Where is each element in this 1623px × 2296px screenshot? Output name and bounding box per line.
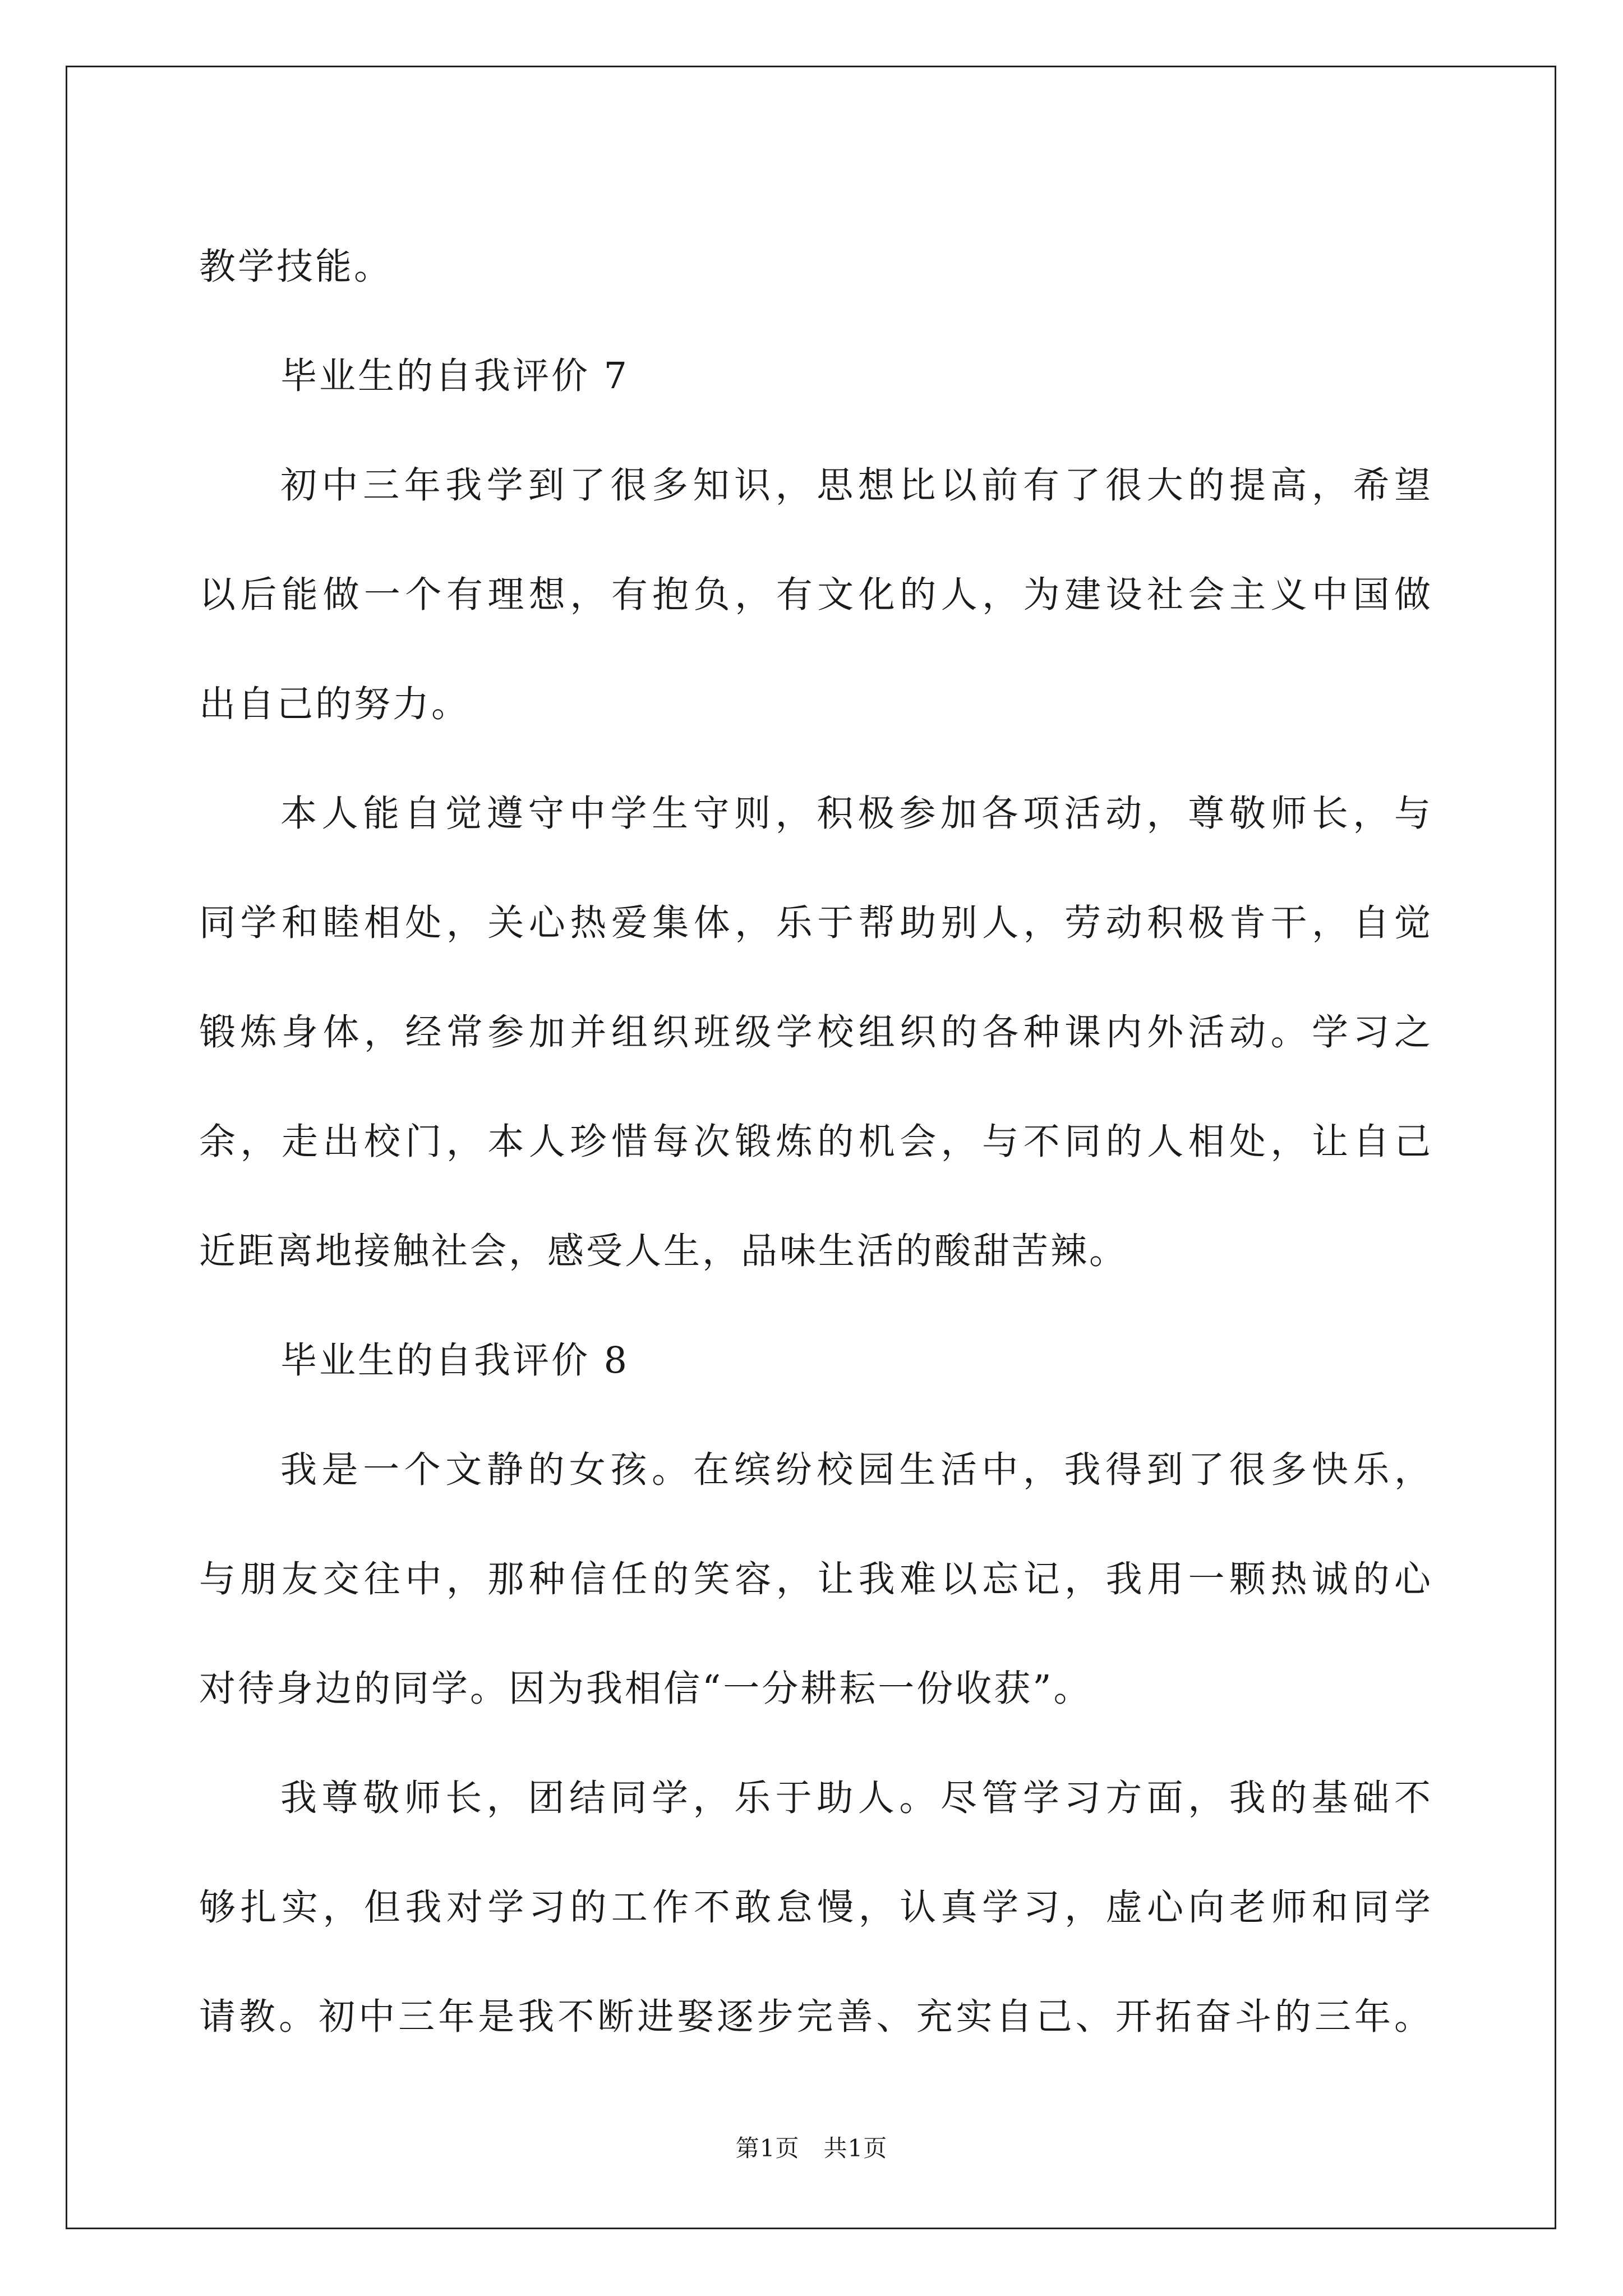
paragraph-line: 够扎实，但我对学习的工作不敢怠慢，认真学习，虚心向老师和同学 — [199, 1887, 1433, 1929]
paragraph-line: 本人能自觉遵守中学生守则，积极参加各项活动，尊敬师长，与 — [280, 793, 1433, 835]
paragraph-line: 同学和睦相处，关心热爱集体，乐于帮助别人，劳动积极肯干，自觉 — [199, 902, 1433, 944]
paragraph-line: 出自己的努力。 — [199, 683, 471, 725]
paragraph-line: 余，走出校门，本人珍惜每次锻炼的机会，与不同的人相处，让自己 — [199, 1121, 1433, 1163]
paragraph-line: 我尊敬师长，团结同学，乐于助人。尽管学习方面，我的基础不 — [280, 1777, 1433, 1819]
document-body — [199, 212, 1433, 2072]
paragraph-line: 以后能做一个有理想，有抱负，有文化的人，为建设社会主义中国做 — [199, 574, 1433, 616]
section-heading: 毕业生的自我评价 8 — [280, 1340, 630, 1382]
page-footer: 第1页 共1页 — [735, 2134, 888, 2162]
paragraph-line: 对待身边的同学。因为我相信“一分耕耘一份收获”。 — [199, 1668, 1092, 1710]
section-heading: 毕业生的自我评价 7 — [280, 355, 630, 397]
paragraph-line: 我是一个文静的女孩。在缤纷校园生活中，我得到了很多快乐， — [280, 1449, 1433, 1491]
paragraph-line: 教学技能。 — [199, 246, 393, 288]
paragraph-line: 锻炼身体，经常参加并组织班级学校组织的各种课内外活动。学习之 — [199, 1011, 1433, 1053]
paragraph-line: 近距离地接触社会，感受人生，品味生活的酸甜苦辣。 — [199, 1230, 1128, 1272]
paragraph-line: 与朋友交往中，那种信任的笑容，让我难以忘记，我用一颗热诚的心 — [199, 1558, 1433, 1600]
paragraph-line: 请教。初中三年是我不断进娶逐步完善、充实自己、开拓奋斗的三年。 — [199, 1996, 1433, 2038]
paragraph-line: 初中三年我学到了很多知识，思想比以前有了很大的提高，希望 — [280, 464, 1433, 507]
